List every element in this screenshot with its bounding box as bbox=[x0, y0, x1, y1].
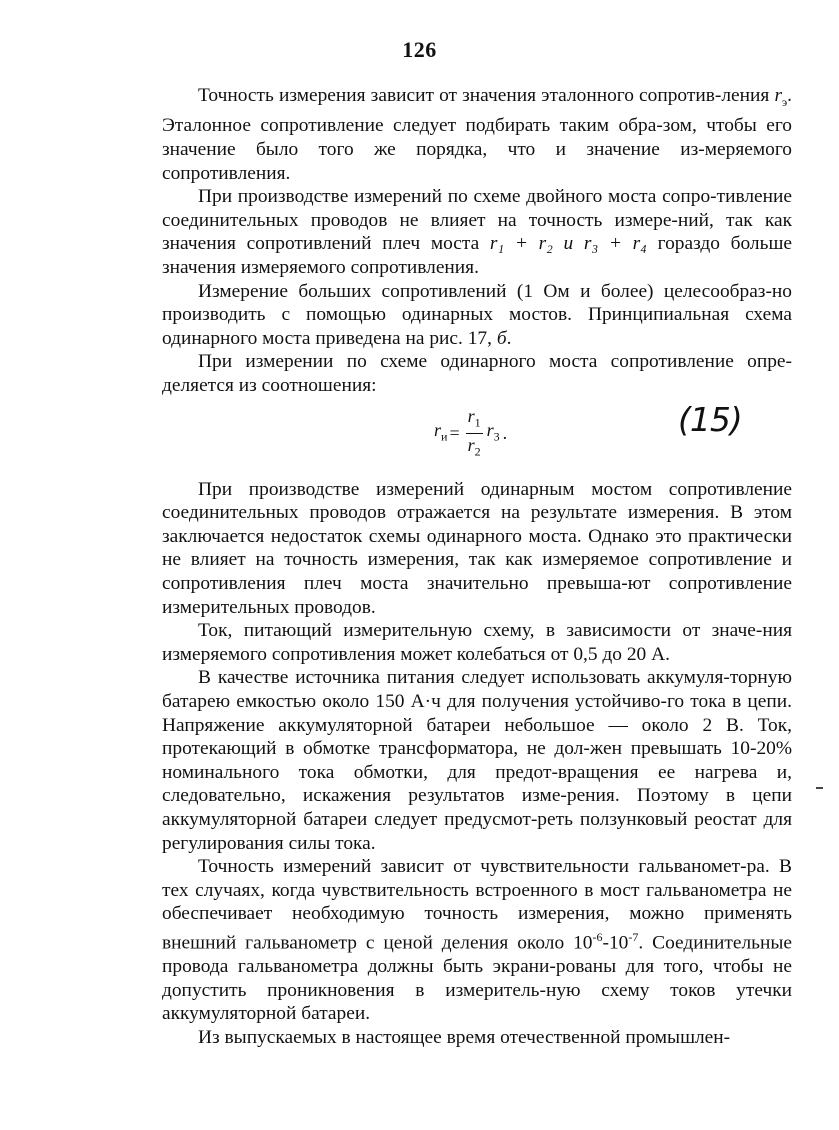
paragraph-5: При производстве измерений одинарным мостом сопротивление соединительных проводов отражается на результате измерения. В этом заключается недостаток схемы одинарного моста. Однако это практически не влияет на точность измерения, так как измеряемое сопротивление и сопротивления плеч моста значительно превыша-ют сопротивление измерительных проводов. bbox=[162, 478, 792, 618]
paragraph-2 bbox=[162, 185, 792, 279]
p2-expression: r₁ + r₂ и r₃ + r₄ bbox=[489, 233, 647, 255]
p1-text-a: Точность измерения зависит от значения эталонного сопротив-ления bbox=[198, 85, 775, 106]
formula-block bbox=[162, 399, 792, 472]
p3-figure-ref: б bbox=[496, 327, 507, 349]
formula-numerator: $r_1$ bbox=[466, 406, 483, 435]
page-number: 126 bbox=[402, 37, 437, 62]
paragraph-1 bbox=[162, 84, 792, 185]
p1-variable: r bbox=[774, 85, 782, 106]
paragraph-9: Из выпускаемых в настоящее время отечественной промышлен- bbox=[198, 1026, 731, 1048]
formula-denominator: $r_2$ bbox=[467, 435, 481, 459]
scan-edge-mark bbox=[816, 787, 823, 789]
paragraph-4: При измерении по схеме одинарного моста сопротивление опре-деляется из соотношения: bbox=[162, 351, 792, 396]
formula bbox=[434, 406, 507, 462]
paragraph-7: В качестве источника питания следует использовать аккумуля-торную батарею емкостью около 150 А·ч для получения устойчиво-го тока в цепи. Напряжение аккумуляторной батареи небольшое — около 2 В. Ток, протекающий в обмотке трансформатора, не дол-жен превышать 10-20% номинального тока обмотки, для предот-вращения ее нагрева и, следовательно, искажения результатов изме-рения. Поэтому в цепи аккумуляторной батареи следует предусмот-реть ползунковый реостат для регулирования силы тока. bbox=[162, 667, 792, 854]
p2-text-a: При производстве измерений по схеме двойного моста сопро-тивление соединительных проводов не влияет на точность измере-ний, так как значения сопротивлений плеч моста bbox=[162, 186, 792, 255]
p8-exponent-2: -7 bbox=[628, 929, 639, 944]
p2-text-b: гораздо больше значения измеряемого сопротивления. bbox=[162, 233, 792, 279]
p3-text-b: . bbox=[506, 327, 512, 349]
formula-equals: = bbox=[449, 422, 460, 443]
paragraph-8 bbox=[162, 855, 792, 1026]
formula-fraction bbox=[466, 406, 483, 462]
formula-lhs: $r_и$ bbox=[434, 419, 448, 444]
p8-text-b: . Соединительные провода гальванометра должны быть экрани-рованы для того, чтобы не допустить проникновения в измеритель-ную схему токов утечки аккумуляторной батареи. bbox=[162, 932, 792, 1025]
formula-factor: $r_3$ bbox=[486, 419, 500, 444]
formula-trailing-dot: . bbox=[502, 422, 508, 443]
p1-text-b: . Эталонное сопротивление следует подбирать таким обра-зом, чтобы его значение было того же порядка, что и значение из-меряемого сопротивления. bbox=[162, 85, 792, 184]
p3-text-a: Измерение больших сопротивлений (1 Ом и более) целесообраз-но производить с помощью одинарных мостов. Принципиальная схема одинарного моста приведена на рис. 17, bbox=[162, 280, 792, 349]
paragraph-6: Ток, питающий измерительную схему, в зависимости от значе-ния измеряемого сопротивления может колебаться от 0,5 до 20 А. bbox=[162, 620, 792, 665]
p8-exponent-1: -6 bbox=[592, 929, 603, 944]
paragraph-3 bbox=[162, 280, 792, 351]
equation-number: (15) bbox=[678, 399, 742, 439]
p8-text-a: Точность измерений зависит от чувствительности гальваномет-ра. В тех случаях, когда чувствительность встроенного в мост гальванометра не обеспечивает необходимую точность измерения, можно применять внешний гальванометр с ценой деления около 10 bbox=[162, 856, 792, 954]
p1-variable-subscript: э bbox=[781, 94, 788, 109]
body-text bbox=[162, 84, 792, 1049]
p8-text-mid: -10 bbox=[602, 932, 629, 954]
